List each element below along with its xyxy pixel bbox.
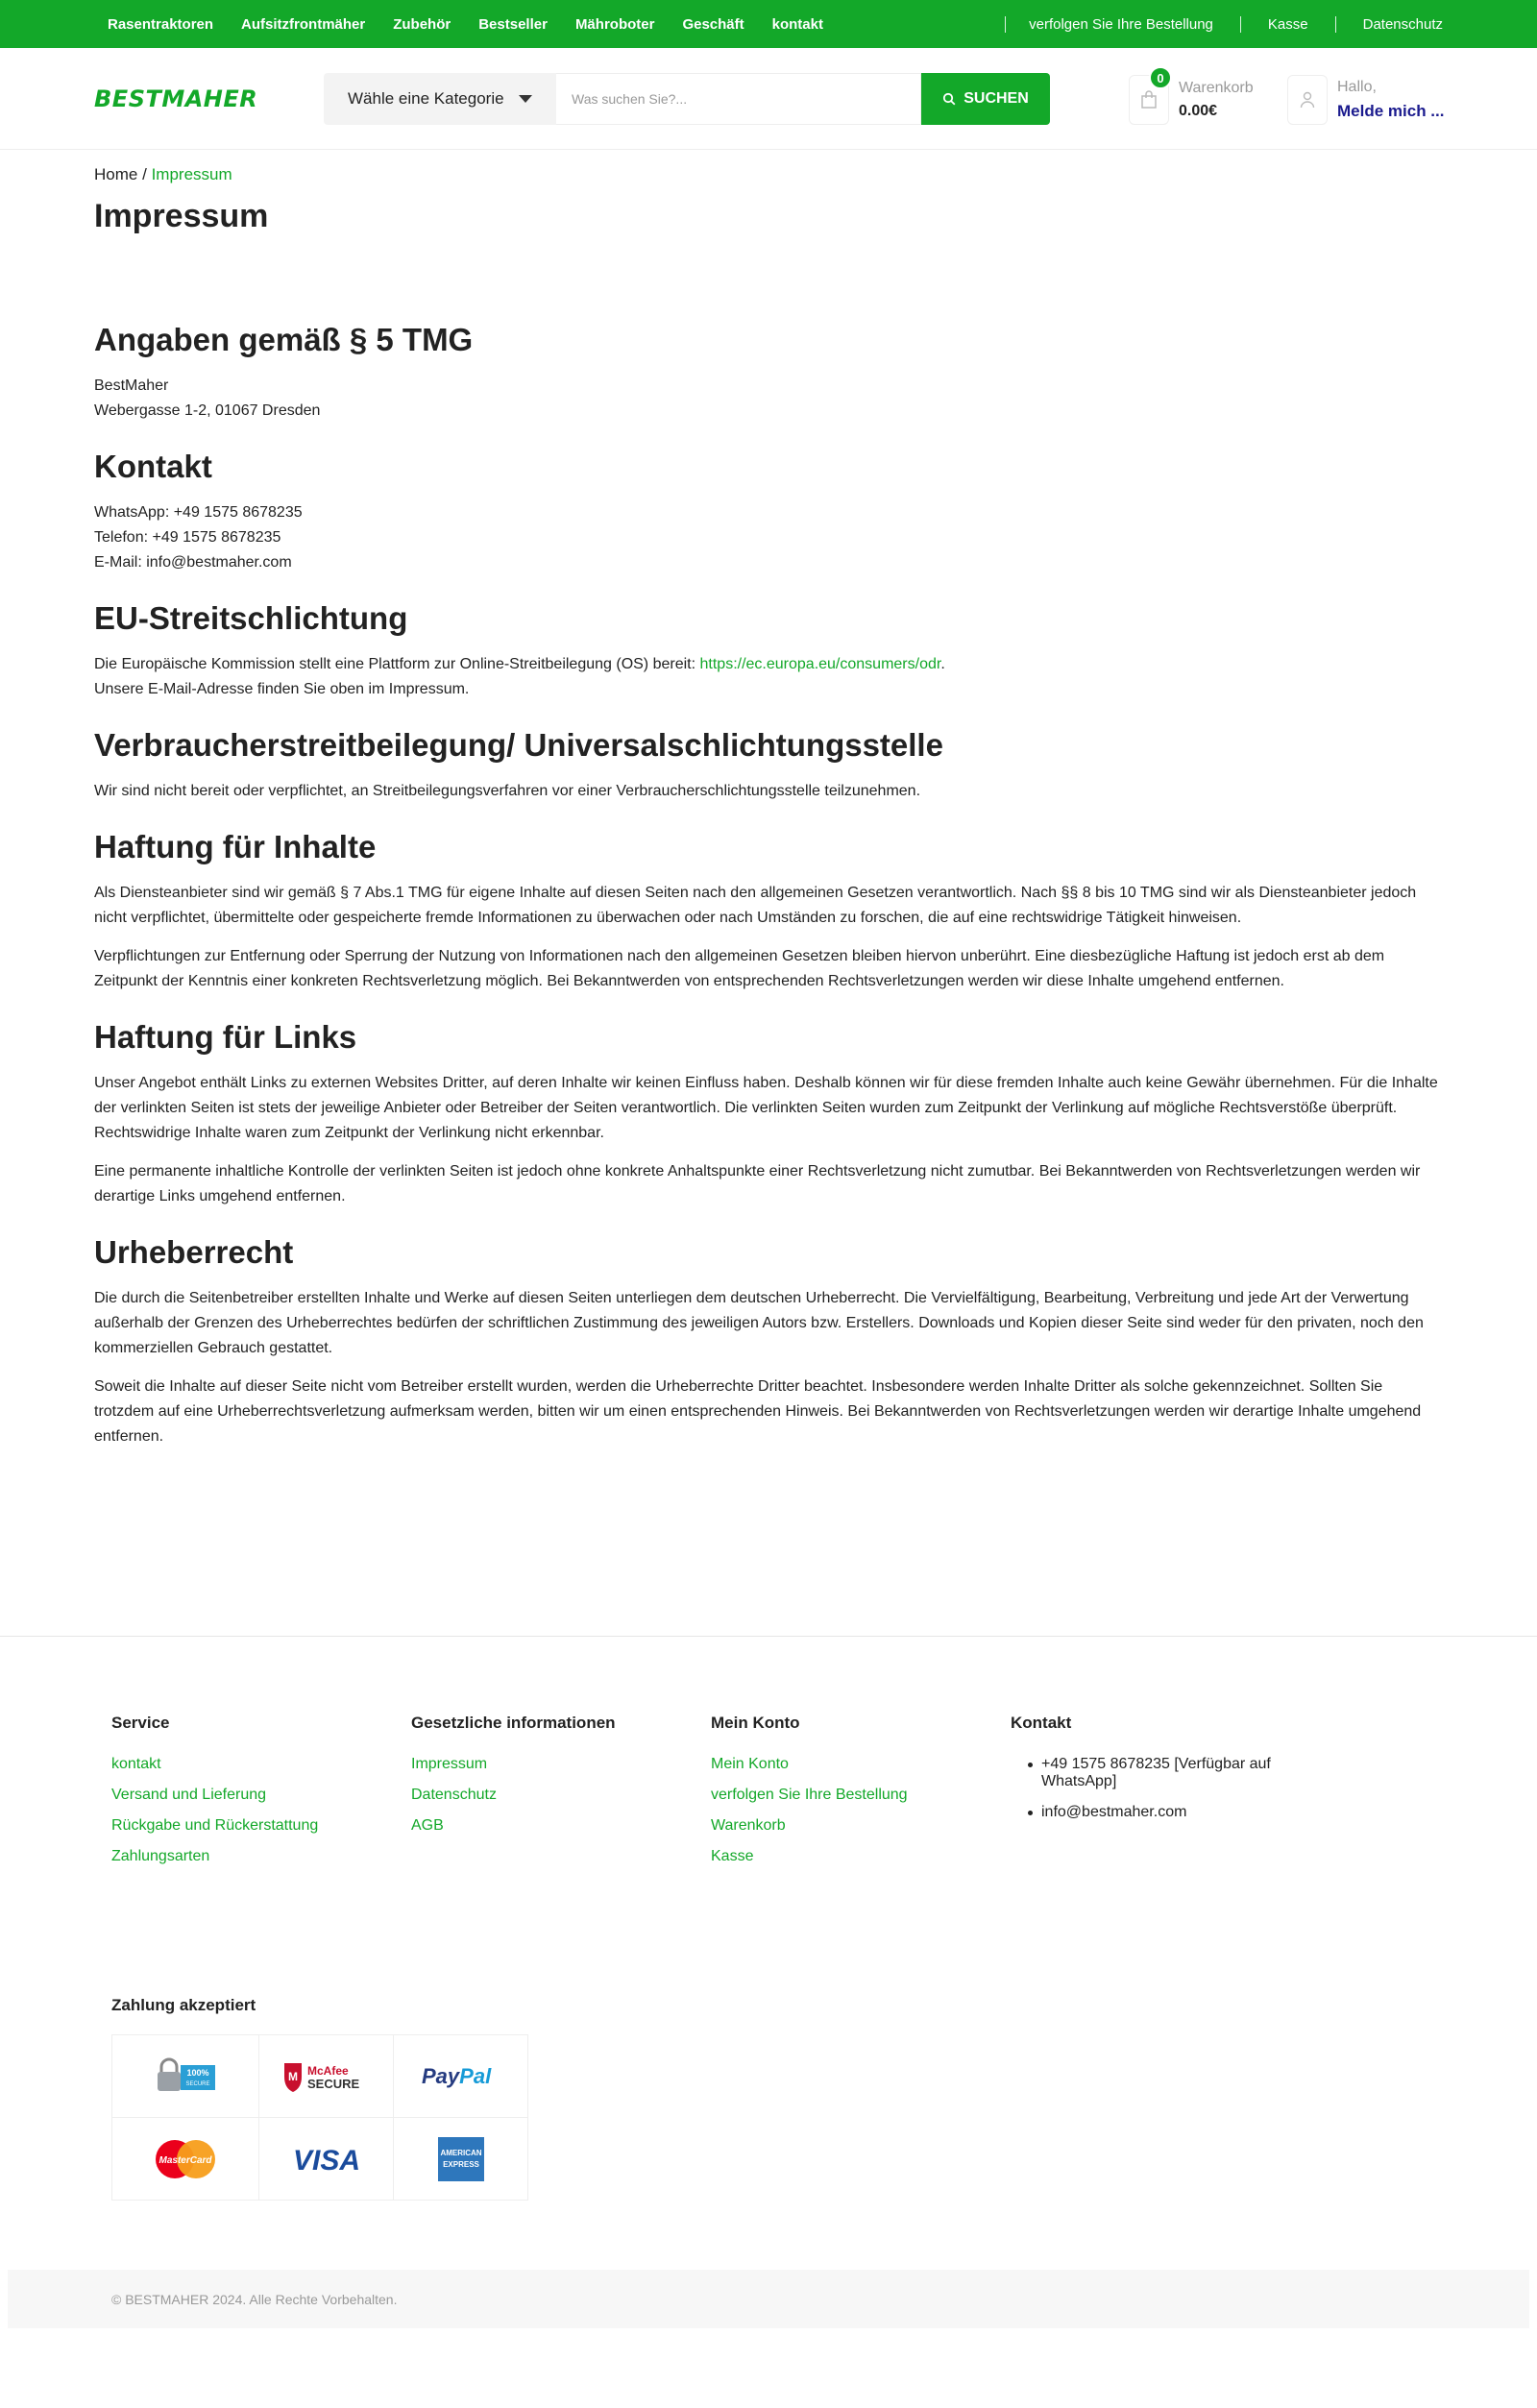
section-text [94, 500, 1443, 575]
main-nav [108, 16, 823, 33]
nav-rasentraktoren[interactable]: Rasentraktoren [108, 15, 214, 33]
search-placeholder: Was suchen Sie?... [572, 91, 688, 107]
site-header [0, 48, 1537, 150]
contact-email: E-Mail: info@bestmaher.com [94, 554, 292, 571]
top-bar [0, 0, 1537, 48]
company-address: Webergasse 1-2, 01067 Dresden [94, 402, 321, 419]
cart-total: 0.00€ [1179, 103, 1218, 119]
footer-heading: Kontakt [1011, 1714, 1072, 1732]
section-title: Verbraucherstreitbeilegung/ Universalschlichtungsstelle [94, 727, 943, 763]
bag-icon [1140, 90, 1158, 109]
nav-kontakt[interactable]: kontakt [771, 15, 823, 33]
secure-shopping-logo [112, 2035, 259, 2118]
nav-zubehoer[interactable]: Zubehör [393, 15, 451, 33]
breadcrumb-current: Impressum [151, 165, 232, 183]
contact-phone-item: +49 1575 8678235 [Verfügbar auf WhatsApp] [1041, 1756, 1310, 1790]
payment-section [111, 1996, 1426, 2201]
cart-label: Warenkorb [1179, 80, 1254, 96]
footer-link-terms[interactable]: AGB [411, 1817, 444, 1834]
section-text: Unser Angebot enthält Links zu externen Websites Dritter, auf deren Inhalte wir keinen Einfluss haben. Deshalb können wir für diese fremden Inhalte auch keine Gewähr übernehmen. Für die Inhalte der verlinkten Seiten ist stets der jeweilige Anbieter oder Betreiber der Seiten verantwortlich. Die verlinkten Seiten wurden zum Zeitpunkt der Verlinkung auf mögliche Rechtsverstöße überprüft. Rechtswidrige Inhalte waren zum Zeitpunkt der Verlinkung nicht erkennbar. [94, 1075, 1438, 1141]
footer-col-contact [1011, 1714, 1310, 1879]
user-icon [1300, 91, 1315, 109]
svg-text:McAfee: McAfee [306, 2063, 349, 2078]
visa-logo [259, 2118, 394, 2201]
payment-logos [111, 2034, 528, 2201]
footer-link-cart[interactable]: Warenkorb [711, 1817, 786, 1834]
amex-box [437, 2136, 485, 2182]
section-title: Angaben gemäß § 5 TMG [94, 322, 474, 357]
footer-columns [111, 1714, 1426, 1879]
svg-text:SECURE: SECURE [185, 2080, 210, 2087]
user-icon-box [1287, 75, 1328, 125]
greeting: Hallo, [1337, 79, 1377, 95]
breadcrumb-home[interactable]: Home [94, 165, 138, 183]
top-links [1005, 16, 1443, 33]
search-icon [942, 92, 956, 106]
paypal-logo [394, 2035, 528, 2118]
section-title: Urheberrecht [94, 1234, 294, 1270]
payment-heading: Zahlung akzeptiert [111, 1996, 256, 2014]
mastercard-circles [150, 2137, 221, 2181]
mcafee-shield-icon [281, 2059, 373, 2094]
footer-link-payment-methods[interactable]: Zahlungsarten [111, 1848, 210, 1864]
top-link-privacy[interactable]: Datenschutz [1362, 15, 1443, 33]
divider [1240, 16, 1241, 33]
section-text: Soweit die Inhalte auf dieser Seite nicht vom Betreiber erstellt wurden, werden die Urheberrechte Dritter beachtet. Insbesondere werden Inhalte Dritter als solche gekennzeichnet. Sollten Sie trotzdem auf eine Urheberrechtsverletzung aufmerksam werden, bitten wir um einen entsprechenden Hinweis. Bei Bekanntwerden von Rechtsverletzungen werden wir derartige Inhalte umgehend entfernen. [94, 1378, 1422, 1445]
account-link[interactable] [1287, 75, 1444, 125]
category-select[interactable] [324, 73, 556, 125]
footer-col-service [111, 1714, 411, 1879]
top-link-checkout[interactable]: Kasse [1267, 15, 1308, 33]
search-button[interactable] [921, 73, 1050, 125]
footer-heading: Service [111, 1714, 170, 1732]
section-title: EU-Streitschlichtung [94, 600, 408, 636]
copyright-text: © BESTMAHER 2024. Alle Rechte Vorbehalten. [111, 2291, 398, 2307]
page-title: Impressum [94, 198, 269, 234]
contact-list [1011, 1756, 1310, 1821]
svg-text:M: M [287, 2069, 298, 2083]
mastercard-logo [112, 2118, 259, 2201]
nav-maehroboter[interactable]: Mähroboter [574, 15, 655, 33]
login-link[interactable]: Melde mich ... [1337, 102, 1445, 120]
nav-bestseller[interactable]: Bestseller [478, 15, 548, 33]
top-link-track-order[interactable]: verfolgen Sie Ihre Bestellung [1029, 15, 1213, 33]
svg-text:VISA: VISA [292, 2144, 360, 2176]
visa-wordmark [286, 2143, 367, 2176]
breadcrumb [94, 165, 1443, 184]
text-fragment: . [940, 656, 945, 672]
caret-down-icon [519, 95, 532, 103]
section-text: Verpflichtungen zur Entfernung oder Sperrung der Nutzung von Informationen nach den allgemeinen Gesetzen bleiben hiervon unberührt. Eine diesbezügliche Haftung ist jedoch erst ab dem Zeitpunkt der Kenntnis einer konkreten Rechtsverletzung möglich. Bei Bekanntwerden von entsprechenden Rechtsverletzungen werden wir diese Inhalte umgehend entfernen. [94, 948, 1385, 989]
padlock-icon [152, 2055, 219, 2098]
text-fragment: Unsere E-Mail-Adresse finden Sie oben im Impressum. [94, 681, 470, 697]
odr-link[interactable]: https://ec.europa.eu/consumers/odr [699, 656, 941, 672]
svg-text:EXPRESS: EXPRESS [442, 2159, 479, 2169]
mini-cart[interactable] [1129, 70, 1254, 125]
svg-text:SECURE: SECURE [306, 2076, 359, 2091]
section-text: Eine permanente inhaltliche Kontrolle der verlinkten Seiten ist jedoch ohne konkrete Anhaltspunkte einer Rechtsverletzung nicht zumutbar. Bei Bekanntwerden von Rechtsverletzungen werden wir derartige Links umgehend entfernen. [94, 1163, 1421, 1204]
footer-link-checkout[interactable]: Kasse [711, 1848, 754, 1864]
text-fragment: Die Europäische Kommission stellt eine Plattform zur Online-Streitbeilegung (OS) bereit: [94, 656, 700, 672]
svg-text:PayPal: PayPal [421, 2063, 491, 2088]
contact-email-item: info@bestmaher.com [1041, 1804, 1310, 1821]
section-text [94, 652, 1443, 702]
svg-text:AMERICAN: AMERICAN [439, 2148, 482, 2157]
contact-whatsapp: WhatsApp: +49 1575 8678235 [94, 504, 303, 521]
svg-text:100%: 100% [186, 2067, 209, 2078]
divider [1005, 16, 1006, 33]
section-text [94, 374, 1443, 424]
copyright-bar [8, 2270, 1529, 2328]
contact-phone: Telefon: +49 1575 8678235 [94, 529, 281, 546]
main-content [0, 165, 1537, 1449]
section-title: Kontakt [94, 449, 212, 484]
section-title: Haftung für Inhalte [94, 829, 377, 864]
mcafee-secure-logo [259, 2035, 394, 2118]
cart-count-badge: 0 [1149, 66, 1172, 89]
footer-link-track-order[interactable]: verfolgen Sie Ihre Bestellung [711, 1787, 908, 1803]
footer-heading: Mein Konto [711, 1714, 800, 1732]
divider [1335, 16, 1336, 33]
footer-link-privacy[interactable]: Datenschutz [411, 1787, 497, 1803]
footer-heading: Gesetzliche informationen [411, 1714, 616, 1732]
search-bar [324, 73, 1050, 125]
footer-link-kontakt[interactable]: kontakt [111, 1756, 161, 1772]
amex-logo [394, 2118, 528, 2201]
svg-text:MasterCard: MasterCard [159, 2154, 212, 2166]
footer-link-my-account[interactable]: Mein Konto [711, 1756, 789, 1772]
footer-link-shipping[interactable]: Versand und Lieferung [111, 1787, 267, 1803]
company-name: BestMaher [94, 377, 169, 394]
footer-link-impressum[interactable]: Impressum [411, 1756, 488, 1772]
search-button-label: SUCHEN [964, 90, 1029, 107]
footer-col-legal [411, 1714, 711, 1879]
search-input[interactable] [556, 73, 921, 125]
cart-icon-box [1129, 70, 1169, 125]
site-logo[interactable]: BESTMAHER [94, 85, 258, 112]
nav-geschaeft[interactable]: Geschäft [682, 15, 744, 33]
site-footer [0, 1636, 1537, 2201]
section-text: Die durch die Seitenbetreiber erstellten Inhalte und Werke auf diesen Seiten unterliegen dem deutschen Urheberrecht. Die Vervielfältigung, Bearbeitung, Verbreitung und jede Art der Verwertung außerhalb der Grenzen des Urheberrechtes bedürfen der schriftlichen Zustimmung des jeweiligen Autors bzw. Erstellers. Downloads und Kopien dieser Seite sind weder für den privaten, noch den kommerziellen Gebrauch gestattet. [94, 1290, 1424, 1356]
section-text: Als Diensteanbieter sind wir gemäß § 7 Abs.1 TMG für eigene Inhalte auf diesen Seiten nach den allgemeinen Gesetzen verantwortlich. Nach §§ 8 bis 10 TMG sind wir als Diensteanbieter jedoch nicht verpflichtet, übermittelte oder gespeicherte fremde Informationen zu überwachen oder nach Umständen zu forschen, die auf eine rechtswidrige Tätigkeit hinweisen. [94, 885, 1417, 926]
paypal-wordmark [418, 2062, 504, 2091]
section-text: Wir sind nicht bereit oder verpflichtet, an Streitbeilegungsverfahren vor einer Verbraucherschlichtungsstelle teilzunehmen. [94, 783, 921, 799]
section-title: Haftung für Links [94, 1019, 357, 1055]
category-select-value: Wähle eine Kategorie [348, 89, 504, 108]
footer-link-returns[interactable]: Rückgabe und Rückerstattung [111, 1817, 319, 1834]
breadcrumb-separator: / [142, 165, 147, 183]
nav-aufsitzfrontmaeher[interactable]: Aufsitzfrontmäher [241, 15, 366, 33]
footer-col-account [711, 1714, 1011, 1879]
